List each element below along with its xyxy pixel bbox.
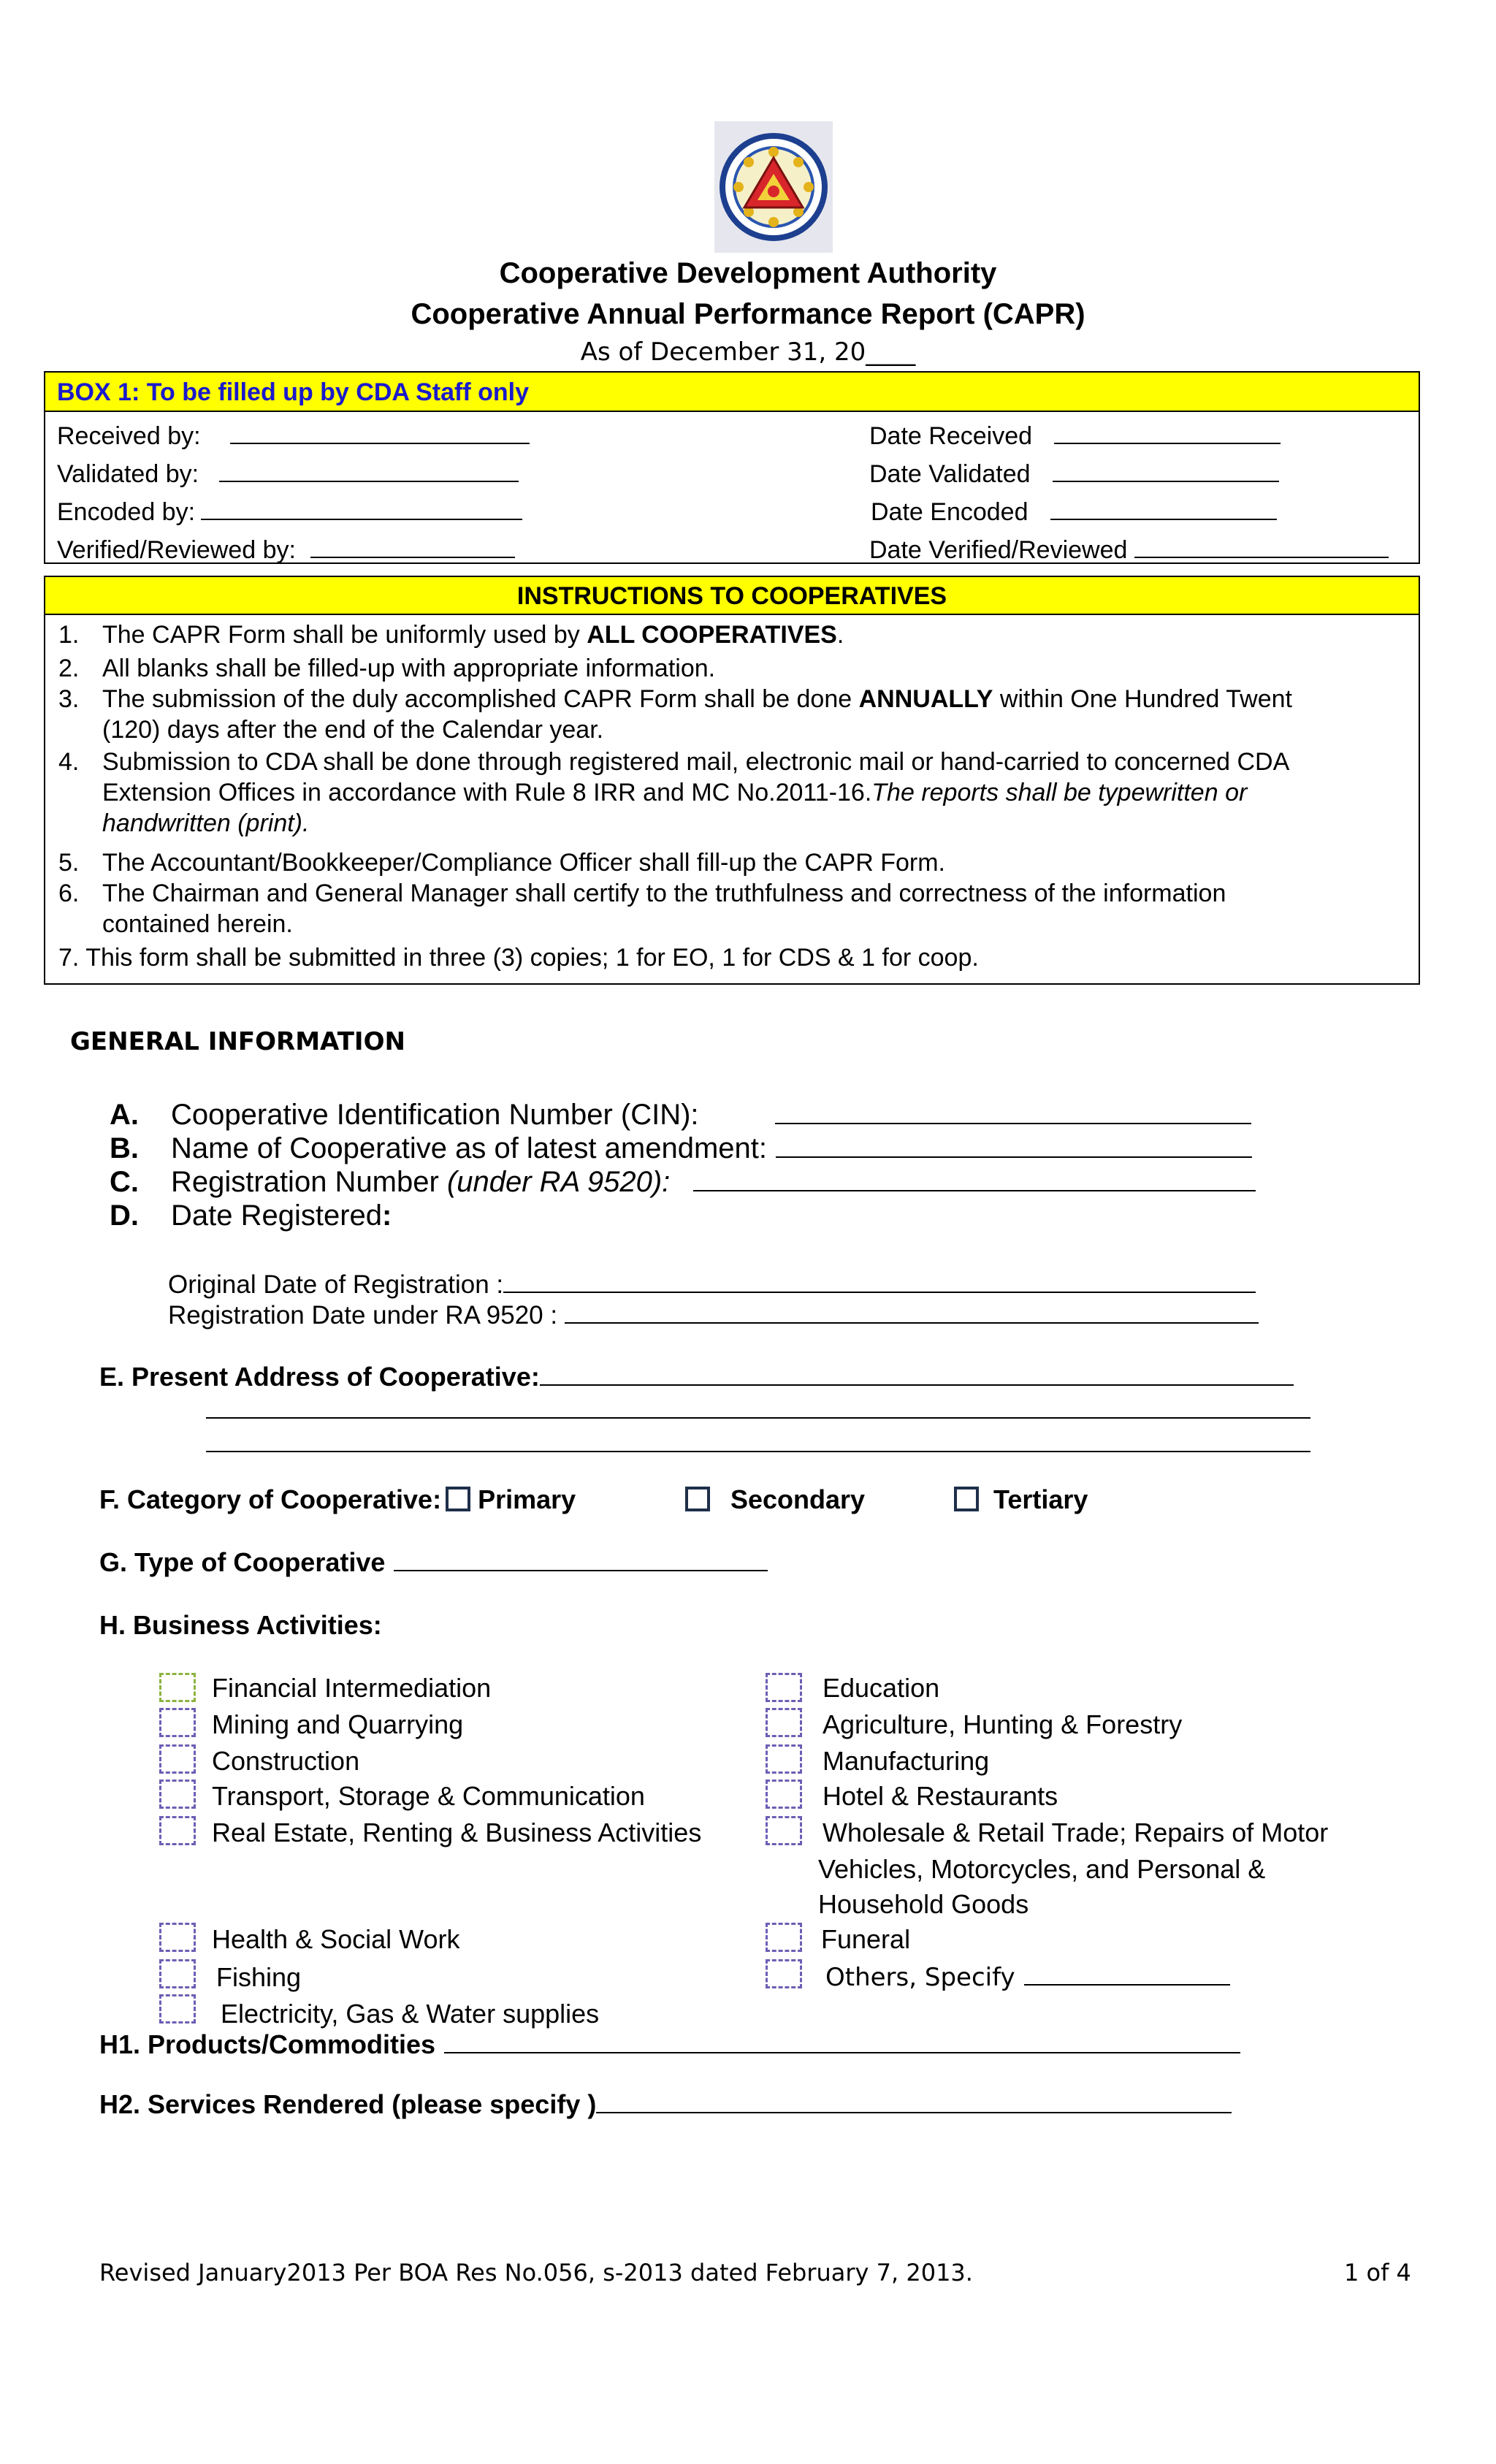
instruction-5: [58, 847, 1405, 878]
instruction-4-continued: [58, 777, 1405, 808]
education-checkbox[interactable]: [766, 1673, 802, 1702]
funeral-checkbox[interactable]: [766, 1923, 802, 1952]
box1-staff-section: [44, 371, 1420, 564]
instruction-7: 7. This form shall be submitted in three (3) copies; 1 for EO, 1 for CDS & 1 for coop.: [58, 944, 979, 972]
others-line[interactable]: [1024, 1962, 1230, 1986]
fishing-label: Fishing: [216, 1962, 302, 1992]
primary-label: Primary: [478, 1484, 576, 1514]
instruction-4-text: Submission to CDA shall be done through registered mail, electronic mail or hand-carried to concerned CDA: [102, 748, 1290, 776]
category-label: F. Category of Cooperative:: [99, 1484, 442, 1514]
cin-line[interactable]: [775, 1101, 1251, 1124]
original-date-line[interactable]: [503, 1270, 1256, 1293]
original-date-field[interactable]: [168, 1270, 1256, 1300]
tertiary-option: [950, 1484, 1088, 1515]
health-checkbox[interactable]: [159, 1923, 196, 1952]
construction-label: Construction: [212, 1746, 360, 1776]
coop-name-label: Name of Cooperative as of latest amendment:: [171, 1132, 767, 1164]
address-line-1[interactable]: [540, 1362, 1294, 1386]
hotel-checkbox[interactable]: [766, 1780, 802, 1809]
others-label: Others, Specify: [825, 1963, 1015, 1992]
date-registered-colon: :: [382, 1199, 392, 1232]
coop-name-field[interactable]: [110, 1132, 1252, 1165]
real-estate-checkbox[interactable]: [159, 1816, 196, 1845]
instruction-2-text: All blanks shall be filled-up with appropriate information.: [102, 655, 716, 682]
instruction-6-continued: contained herein.: [102, 910, 293, 938]
date-validated-line[interactable]: [1053, 459, 1279, 482]
address-label: E. Present Address of Cooperative:: [99, 1362, 540, 1392]
transport-checkbox[interactable]: [159, 1780, 196, 1809]
wholesale-label-cont-2: Household Goods: [818, 1889, 1029, 1919]
others-checkbox[interactable]: [766, 1959, 802, 1988]
verified-by-label: Verified/Reviewed by:: [57, 536, 296, 564]
coop-name-line[interactable]: [776, 1134, 1252, 1158]
construction-checkbox[interactable]: [159, 1744, 196, 1774]
instruction-1-number: 1.: [58, 621, 80, 649]
secondary-label: Secondary: [730, 1484, 866, 1514]
products-field[interactable]: [99, 2029, 1240, 2060]
cin-field[interactable]: [110, 1099, 1251, 1132]
instruction-5-number: 5.: [58, 849, 80, 877]
others-field[interactable]: [825, 1962, 1230, 1992]
funeral-label: Funeral: [821, 1924, 911, 1954]
tertiary-checkbox[interactable]: [954, 1487, 979, 1511]
education-label: Education: [823, 1673, 940, 1703]
date-verified-label: Date Verified/Reviewed: [869, 536, 1128, 564]
date-validated-label: Date Validated: [869, 460, 1031, 488]
encoded-by-label: Encoded by:: [57, 498, 196, 526]
instruction-2-number: 2.: [58, 655, 80, 682]
electricity-checkbox[interactable]: [159, 1994, 196, 2024]
mining-checkbox[interactable]: [159, 1708, 196, 1737]
instruction-6-number: 6.: [58, 880, 80, 907]
health-label: Health & Social Work: [212, 1924, 460, 1954]
type-line[interactable]: [394, 1548, 768, 1571]
instruction-6-text: The Chairman and General Manager shall certify to the truthfulness and correctness of the information: [102, 880, 1226, 907]
encoded-by-field[interactable]: [57, 497, 522, 527]
org-title: Cooperative Development Authority: [499, 257, 997, 289]
financial-intermediation-label: Financial Intermediation: [212, 1673, 492, 1703]
registration-number-label: Registration Number: [171, 1166, 447, 1198]
date-encoded-label: Date Encoded: [871, 498, 1028, 526]
type-field[interactable]: [99, 1547, 768, 1578]
received-by-label: Received by:: [57, 422, 201, 450]
transport-label: Transport, Storage & Communication: [212, 1781, 645, 1811]
instruction-3-bold: ANNUALLY: [858, 685, 993, 713]
date-received-line[interactable]: [1054, 421, 1281, 444]
item-d-letter: D.: [110, 1199, 139, 1232]
electricity-label: Electricity, Gas & Water supplies: [221, 1999, 600, 2029]
instruction-3-continued: (120) days after the end of the Calendar year.: [102, 716, 604, 744]
registration-number-italic: (under RA 9520):: [446, 1166, 671, 1198]
instruction-2: [58, 653, 1405, 684]
instruction-4-italic: The reports shall be typewritten or: [871, 779, 1248, 806]
date-registered-label: Date Registered: [171, 1199, 383, 1232]
date-verified-field[interactable]: [869, 535, 1389, 565]
original-date-label: Original Date of Registration :: [168, 1270, 504, 1299]
address-line-2[interactable]: [206, 1417, 1310, 1419]
manufacturing-label: Manufacturing: [823, 1746, 990, 1776]
hotel-label: Hotel & Restaurants: [823, 1781, 1058, 1811]
primary-checkbox[interactable]: [446, 1487, 470, 1511]
page-number: 1 of 4: [1344, 2259, 1411, 2286]
products-label: H1. Products/Commodities: [99, 2029, 436, 2059]
wholesale-label: Wholesale & Retail Trade; Repairs of Motor: [823, 1818, 1329, 1847]
ra9520-date-field[interactable]: [168, 1300, 1259, 1330]
services-line[interactable]: [596, 2090, 1232, 2113]
validated-by-line[interactable]: [219, 459, 519, 482]
instruction-3-number: 3.: [58, 685, 80, 713]
ra9520-date-line[interactable]: [565, 1300, 1259, 1324]
item-c-letter: C.: [110, 1166, 139, 1198]
received-by-line[interactable]: [230, 421, 530, 444]
ra9520-date-label: Registration Date under RA 9520 :: [168, 1301, 558, 1330]
registration-number-field[interactable]: [110, 1166, 1256, 1199]
date-registered-field: [110, 1199, 392, 1232]
instruction-1-end: .: [836, 621, 844, 649]
instruction-3: [58, 684, 1405, 745]
instruction-3-text: The submission of the duly accomplished CAPR Form shall be done: [102, 685, 859, 713]
instruction-4-italic-2: handwritten (print).: [102, 809, 310, 837]
instruction-3-end: within One Hundred Twent: [993, 685, 1292, 713]
item-a-letter: A.: [110, 1099, 139, 1131]
agriculture-checkbox[interactable]: [766, 1708, 802, 1737]
item-b-letter: B.: [110, 1132, 139, 1164]
received-by-field[interactable]: [57, 421, 530, 451]
date-validated-field[interactable]: [869, 459, 1279, 489]
registration-number-line[interactable]: [693, 1168, 1256, 1191]
financial-intermediation-checkbox[interactable]: [159, 1673, 196, 1702]
cda-logo: [714, 121, 833, 253]
validated-by-label: Validated by:: [57, 460, 199, 488]
instruction-4-cont-text: Extension Offices in accordance with Rule 8 IRR and MC No.2011-16.: [102, 779, 872, 806]
as-of-date: As of December 31, 20____: [580, 337, 916, 367]
secondary-option: [681, 1484, 865, 1515]
fishing-checkbox[interactable]: [159, 1959, 196, 1988]
secondary-checkbox[interactable]: [685, 1487, 710, 1511]
revision-note: Revised January2013 Per BOA Res No.056, s-2013 dated February 7, 2013.: [99, 2259, 973, 2286]
instructions-section: [44, 576, 1420, 985]
instruction-4-number: 4.: [58, 748, 80, 776]
tertiary-label: Tertiary: [993, 1484, 1088, 1514]
date-encoded-field[interactable]: [871, 497, 1277, 527]
date-received-field[interactable]: [869, 421, 1281, 451]
manufacturing-checkbox[interactable]: [766, 1744, 802, 1774]
address-line-3[interactable]: [206, 1451, 1310, 1452]
instructions-title: INSTRUCTIONS TO COOPERATIVES: [45, 577, 1419, 615]
business-activities-label: H. Business Activities:: [99, 1610, 382, 1640]
instruction-5-text: The Accountant/Bookkeeper/Compliance Officer shall fill-up the CAPR Form.: [102, 849, 946, 877]
instruction-1-text: The CAPR Form shall be uniformly used by: [102, 621, 587, 649]
services-field[interactable]: [99, 2089, 1232, 2120]
cin-label: Cooperative Identification Number (CIN):: [171, 1099, 699, 1131]
encoded-by-line[interactable]: [201, 497, 522, 520]
real-estate-label: Real Estate, Renting & Business Activities: [212, 1818, 702, 1847]
wholesale-label-cont-1: Vehicles, Motorcycles, and Personal &: [818, 1854, 1266, 1884]
verified-by-line[interactable]: [310, 535, 515, 558]
instruction-6: [58, 878, 1405, 939]
mining-label: Mining and Quarrying: [212, 1709, 464, 1739]
instruction-1-bold: ALL COOPERATIVES: [587, 621, 837, 649]
type-label: G. Type of Cooperative: [99, 1547, 386, 1577]
date-verified-line[interactable]: [1134, 535, 1389, 558]
date-encoded-line[interactable]: [1050, 497, 1277, 520]
validated-by-field[interactable]: [57, 459, 519, 489]
general-info-heading: GENERAL INFORMATION: [70, 1027, 405, 1056]
address-field[interactable]: [99, 1362, 1294, 1392]
agriculture-label: Agriculture, Hunting & Forestry: [823, 1709, 1183, 1739]
instruction-4: [58, 747, 1405, 839]
instruction-4-italic-continued: [58, 808, 1405, 839]
services-label: H2. Services Rendered (please specify ): [99, 2089, 597, 2119]
products-line[interactable]: [444, 2030, 1240, 2053]
category-field: [99, 1484, 576, 1515]
report-title: Cooperative Annual Performance Report (CAPR): [411, 298, 1085, 330]
instruction-1: [58, 619, 1405, 650]
wholesale-checkbox[interactable]: [766, 1816, 802, 1845]
date-received-label: Date Received: [869, 422, 1033, 450]
box1-title: BOX 1: To be filled up by CDA Staff only: [45, 373, 1419, 412]
verified-by-field[interactable]: [57, 535, 515, 565]
